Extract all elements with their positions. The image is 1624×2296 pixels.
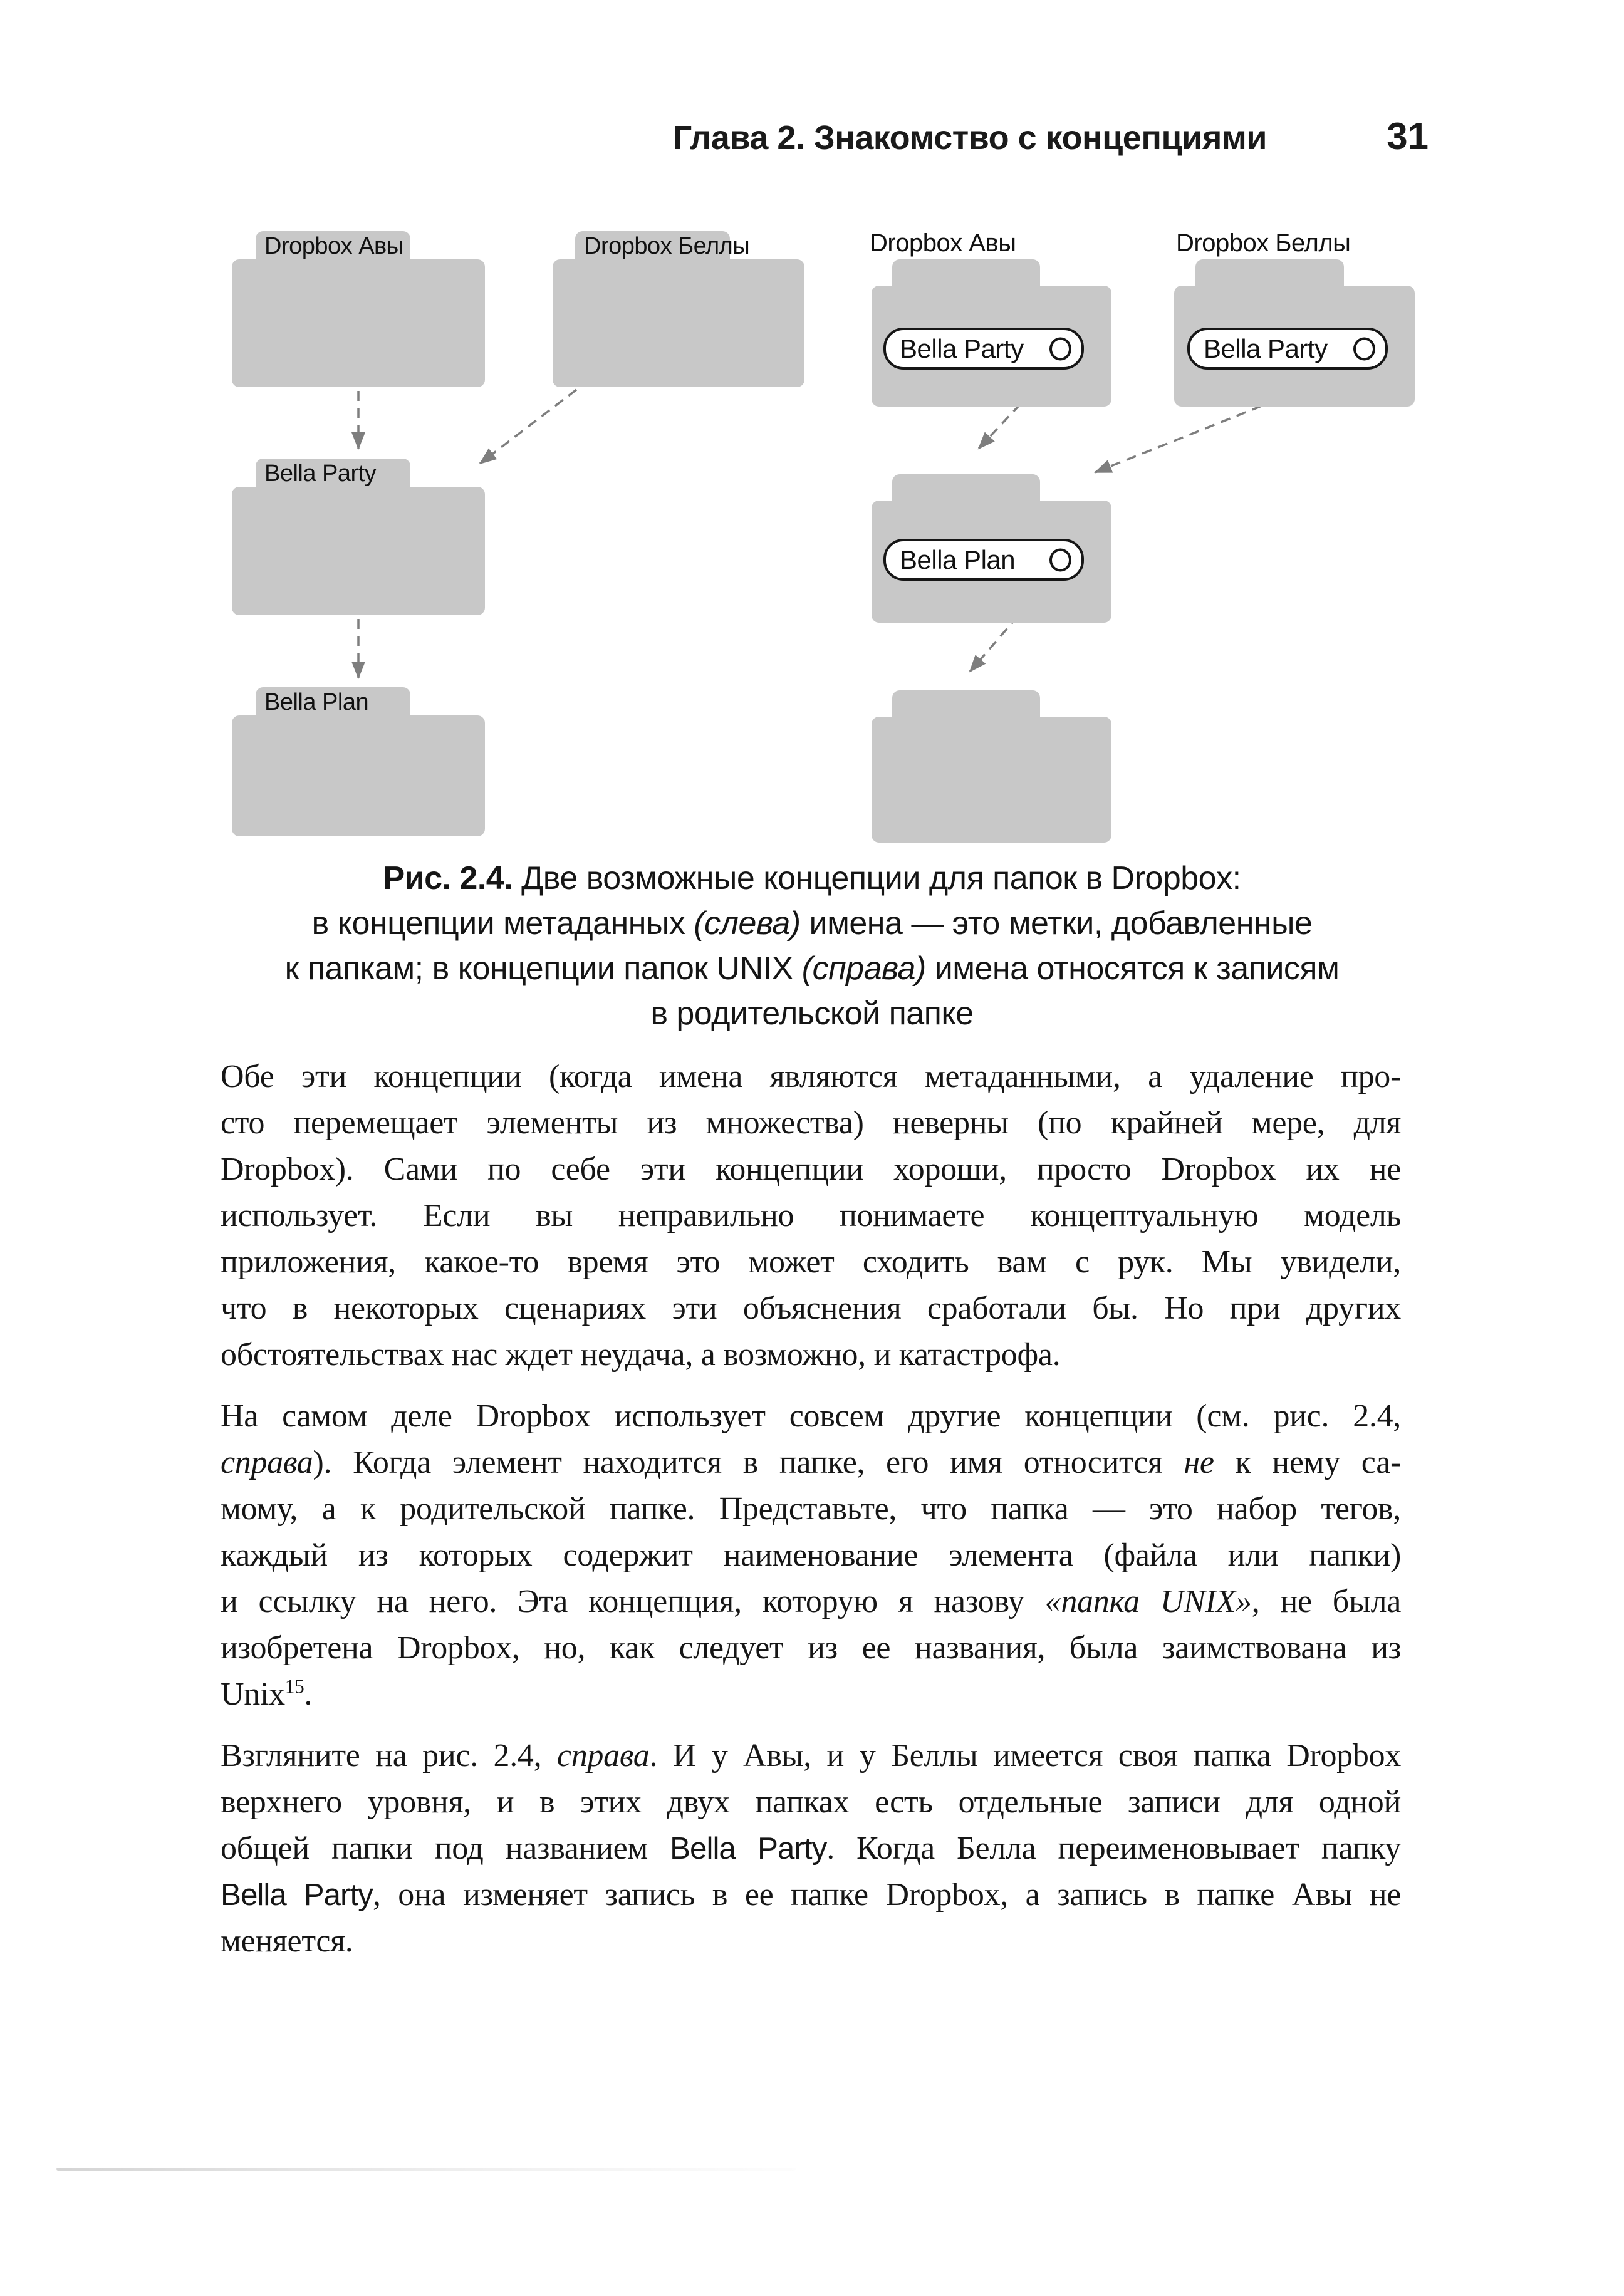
text-line: Bella Party, она изменяет запись в ее папке Dropbox, а запись в папке Авы не (221, 1877, 1401, 1913)
chapter-title: Глава 2. Знакомство с концепциями (672, 119, 1267, 157)
folder-label: Dropbox Авы (264, 233, 403, 259)
figure-caption (0, 856, 1624, 1036)
text-line: мому, а к родительской папке. Представьте, что папка — это набор тегов, (221, 1491, 1401, 1527)
folder-body (872, 717, 1111, 843)
folder-body (553, 259, 804, 387)
folder-body (232, 715, 485, 836)
text-line: верхнего уровня, и в этих двух папках есть отдельные записи для одной (221, 1784, 1401, 1820)
text-line: Взгляните на рис. 2.4, справа. И у Авы, и у Беллы имеется своя папка Dropbox (221, 1738, 1401, 1774)
text-line: Dropbox). Сами по себе эти концепции хороши, просто Dropbox их не (221, 1151, 1401, 1187)
text-line: Обе эти концепции (когда имена являются метаданными, а удаление про- (221, 1059, 1401, 1094)
link-circle-icon (1049, 548, 1071, 571)
text-line: общей папки под названием Bella Party. Когда Белла переименовывает папку (221, 1831, 1401, 1866)
caption-line: в концепции метаданных (слева) имена — это метки, добавленные (311, 905, 1313, 942)
folder-label: Bella Plan (264, 689, 369, 715)
link-circle-icon (1353, 337, 1375, 360)
caption-line: к папкам; в концепции папок UNIX (справа) имена относятся к записям (284, 950, 1340, 987)
caption-line: в родительской папке (650, 995, 974, 1032)
entry-label: Bella Party (1204, 333, 1328, 363)
text-line: изобретена Dropbox, но, как следует из ее названия, была заимствована из (221, 1630, 1401, 1666)
page-number: 31 (1387, 115, 1429, 157)
owner-label-bella: Dropbox Беллы (1176, 229, 1351, 257)
text-line: использует. Если вы неправильно понимаете концептуальную модель (221, 1198, 1401, 1234)
text-line: На самом деле Dropbox использует совсем другие концепции (см. рис. 2.4, (221, 1398, 1401, 1434)
folder-body (232, 259, 485, 387)
text-line: и ссылку на него. Эта концепция, которую я назову «папка UNIX», не была (221, 1584, 1402, 1619)
folder-tab (1195, 259, 1344, 289)
entry-label: Bella Plan (900, 544, 1016, 574)
folder-body (232, 487, 485, 615)
arrow-bella-to-bella-party (480, 390, 576, 464)
entry-bella-party-ava (883, 328, 1084, 370)
text-line: приложения, какое-то время это может сходить вам с рук. Мы увидели, (221, 1244, 1401, 1280)
entry-label: Bella Party (900, 333, 1024, 363)
folder-tab (892, 474, 1040, 502)
paragraph-3 (221, 1733, 1401, 1965)
paragraph-2 (221, 1393, 1401, 1718)
body-text (221, 1054, 1401, 1980)
entry-bella-plan (883, 539, 1084, 581)
entry-bella-party-bella (1187, 328, 1388, 370)
text-line: что в некоторых сценариях эти объяснения сработали бы. Но при других (221, 1291, 1401, 1326)
folder-label: Bella Party (264, 460, 377, 487)
folder-tab (892, 690, 1040, 718)
text-line: Unix$^{15}$. (221, 1675, 313, 1712)
folder-label: Dropbox Беллы (584, 233, 750, 259)
paragraph-1 (221, 1054, 1401, 1378)
text-line: сто перемещает элементы из множества) неверны (по крайней мере, для (221, 1105, 1401, 1141)
folder-tab (892, 259, 1040, 289)
link-circle-icon (1049, 337, 1071, 360)
owner-label-ava: Dropbox Авы (870, 229, 1016, 257)
caption-line: Рис. 2.4. Две возможные концепции для папок в Dropbox: (383, 860, 1241, 896)
text-line: меняется. (221, 1923, 353, 1959)
text-line: каждый из которых содержит наименование элемента (файла или папки) (221, 1537, 1401, 1573)
text-line: справа). Когда элемент находится в папке, его имя относится не к нему са- (221, 1445, 1401, 1480)
scan-artifact-line (56, 2168, 796, 2171)
figure-2-4-diagram (0, 0, 1624, 940)
text-line: обстоятельствах нас ждет неудача, а возможно, и катастрофа. (221, 1337, 1061, 1373)
